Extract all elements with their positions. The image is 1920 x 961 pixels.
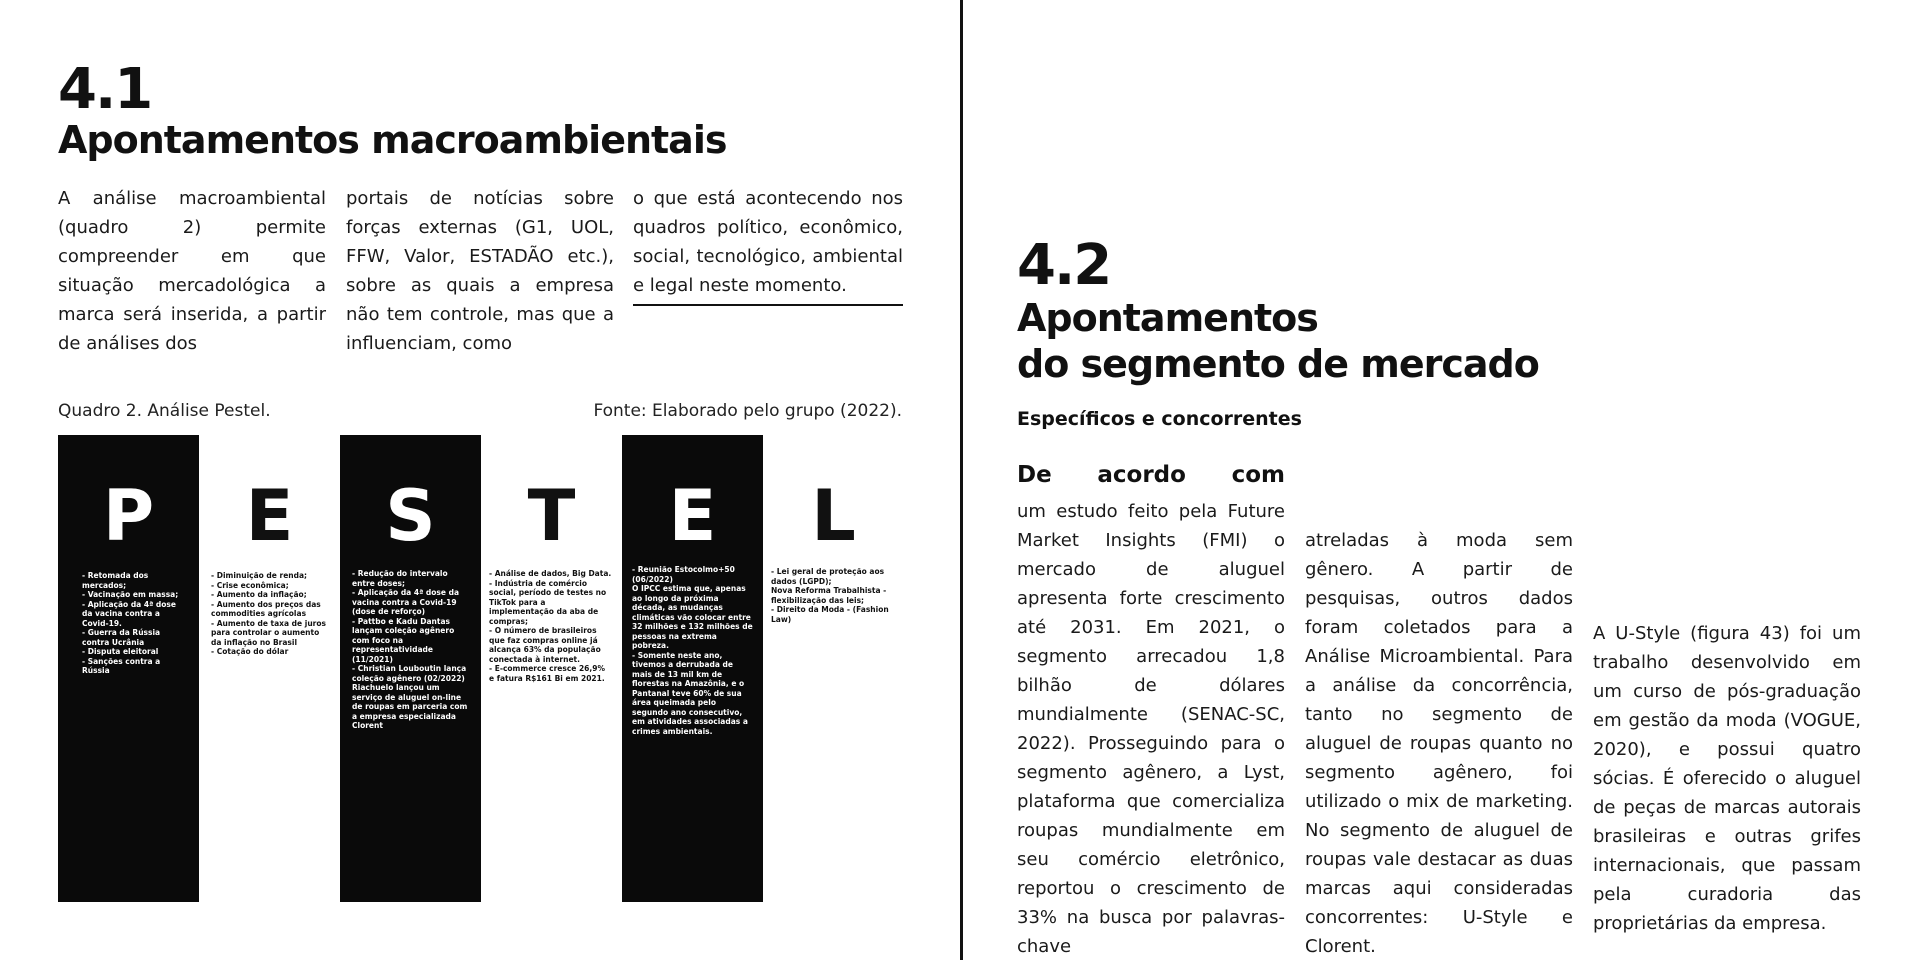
pestel-letter: P — [102, 475, 155, 557]
pestel-items — [211, 571, 330, 657]
pestel-item: - Indústria de comércio social, período de testes no TikTok para a implementação da aba de compras; — [489, 578, 607, 626]
pestel-letter: E — [245, 475, 294, 557]
pestel-item: - Somente neste ano, tivemos a derrubada de mais de 13 mil km de florestas na Amazônia, e o Pantanal teve 60% de sua área queimada pelo segundo ano consecutivo, em atividades associadas a crimes ambientais. — [632, 650, 748, 736]
pestel-item: - E-commerce cresce 26,9% e fatura R$161 Bi em 2021. — [489, 664, 605, 683]
table-source: Fonte: Elaborado pelo grupo (2022). — [593, 401, 902, 421]
pestel-item: - Lei geral de proteção aos dados (LGPD); — [771, 567, 885, 586]
pestel-item: - Análise de dados, Big Data. — [489, 569, 612, 578]
pestel-item: - Diminuição de renda; — [211, 571, 308, 580]
pestel-column-environmental — [622, 435, 763, 902]
pestel-column-economic — [199, 435, 340, 902]
pestel-item: - Sanções contra a Rússia — [82, 656, 161, 675]
pestel-item: O IPCC estima que, apenas ao longo da próxima década, as mudanças climáticas vão colocar entre 32 milhões e 132 milhões de pessoas na extrema pobreza. — [632, 584, 753, 650]
section-number-4-1: 4.1 — [58, 57, 152, 122]
pestel-item: - Aumento dos preços das commodities agrícolas — [211, 599, 321, 618]
pestel-item: - Redução do intervalo entre doses; — [352, 569, 448, 588]
section-title-macroambientais: Apontamentos macroambientais — [58, 118, 727, 162]
lead-text: De acordo com — [1017, 462, 1285, 488]
left-page — [0, 0, 960, 960]
pestel-item: - Crise econômica; — [211, 580, 289, 590]
table-caption: Quadro 2. Análise Pestel. — [58, 401, 271, 421]
pestel-item: - O número de brasileiros que faz compras online já alcança 63% da população conectada à internet. — [489, 626, 601, 664]
pestel-item: - Vacinação em massa; — [82, 590, 179, 599]
right-body-column-2: atreladas à moda sem gênero. A partir de pesquisas, outros dados foram coletados para a Análise Microambiental. Para a análise da concorrência, tanto no segmento de aluguel de roupas quanto no segmento agênero, foi utilizado o mix de marketing. No segmento de aluguel de roupas vale destacar as duas marcas aqui consideradas concorrentes: U-Style e Clorent. — [1305, 530, 1573, 957]
left-body-column-1: A análise macroambiental (quadro 2) permite compreender em que situação mercadológica a marca será inserida, a partir de análises dos — [58, 188, 326, 354]
pestel-letter: L — [811, 475, 856, 557]
pestel-letter: S — [385, 475, 436, 557]
pestel-column-legal — [763, 435, 904, 902]
pestel-item: - Disputa eleitoral — [82, 647, 159, 656]
pestel-item: - Christian Louboutin lança coleção agênero (02/2022) — [352, 664, 467, 683]
left-body-column-2: portais de notícias sobre forças externas (G1, UOL, FFW, Valor, ESTADÃO etc.), sobre as quais a empresa não tem controle, mas que a influenciam, como — [346, 188, 614, 354]
pestel-item: - Cotação do dólar — [211, 647, 289, 656]
pestel-items — [82, 571, 189, 676]
section-title-line-1: Apontamentos — [1017, 296, 1318, 340]
pestel-letter: T — [527, 475, 576, 557]
pestel-item: - Pattbo e Kadu Dantas lançam coleção agênero com foco na representatividade (11/2021) — [352, 616, 455, 664]
pestel-items — [352, 569, 471, 731]
right-page — [963, 0, 1920, 960]
pestel-item: - Reunião Estocolmo+50 (06/2022) — [632, 565, 735, 584]
pestel-item: - Retomada dos mercados; — [82, 571, 149, 590]
pestel-item: - Aumento da inflação; — [211, 590, 307, 599]
pestel-item: - Aumento de taxa de juros para controlar o aumento da inflação no Brasil — [211, 618, 326, 647]
right-body-column-1: um estudo feito pela Future Market Insights (FMI) o mercado de aluguel apresenta forte crescimento até 2031. Em 2021, o segmento arrecadou 1,8 bilhão de dólares mundialmente (SENAC-SC, 2022). Prosseguindo para o segmento agênero, a Lyst, plataforma que comercializa roupas mundialmente em seu comércio eletrônico, reportou o crescimento de 33% na busca por palavras-chave — [1017, 501, 1285, 957]
right-body-column-3: A U-Style (figura 43) foi um trabalho desenvolvido em um curso de pós-graduação em gestão da moda (VOGUE, 2020), e possui quatro sócias. É oferecido o aluguel de peças de marcas autorais brasileiras e outras grifes internacionais, que passam pela curadoria das proprietárias da empresa. — [1593, 623, 1861, 934]
pestel-item: - Aplicação da 4ª dose da vacina contra a Covid-19 (dose de reforço) — [352, 588, 460, 616]
pestel-item: - Guerra da Rússia contra Ucrânia — [82, 628, 161, 647]
pestel-item: Nova Reforma Trabalhista - flexibilização das leis; — [771, 586, 887, 605]
pestel-item: - Direito da Moda - (Fashion Law) — [771, 605, 889, 624]
pestel-letter: E — [668, 475, 717, 557]
left-body-column-3: o que está acontecendo nos quadros político, econômico, social, tecnológico, ambiental e legal neste momento. — [633, 188, 903, 296]
pestel-items — [771, 567, 894, 624]
section-number-4-2: 4.2 — [1017, 233, 1111, 298]
pestel-column-social — [340, 435, 481, 902]
column-end-rule — [633, 304, 903, 306]
pestel-item: - Aplicação da 4ª dose da vacina contra a Covid-19. — [82, 599, 176, 628]
pestel-item: Riachuelo lançou um serviço de aluguel on-line de roupas em parceria com a empresa especializada Clorent — [352, 683, 468, 730]
section-title-line-2: do segmento de mercado — [1017, 342, 1539, 386]
pestel-items — [632, 565, 753, 736]
section-subtitle: Específicos e concorrentes — [1017, 408, 1302, 430]
pestel-items — [489, 569, 612, 683]
pestel-column-political — [58, 435, 199, 902]
pestel-column-technological — [481, 435, 622, 902]
